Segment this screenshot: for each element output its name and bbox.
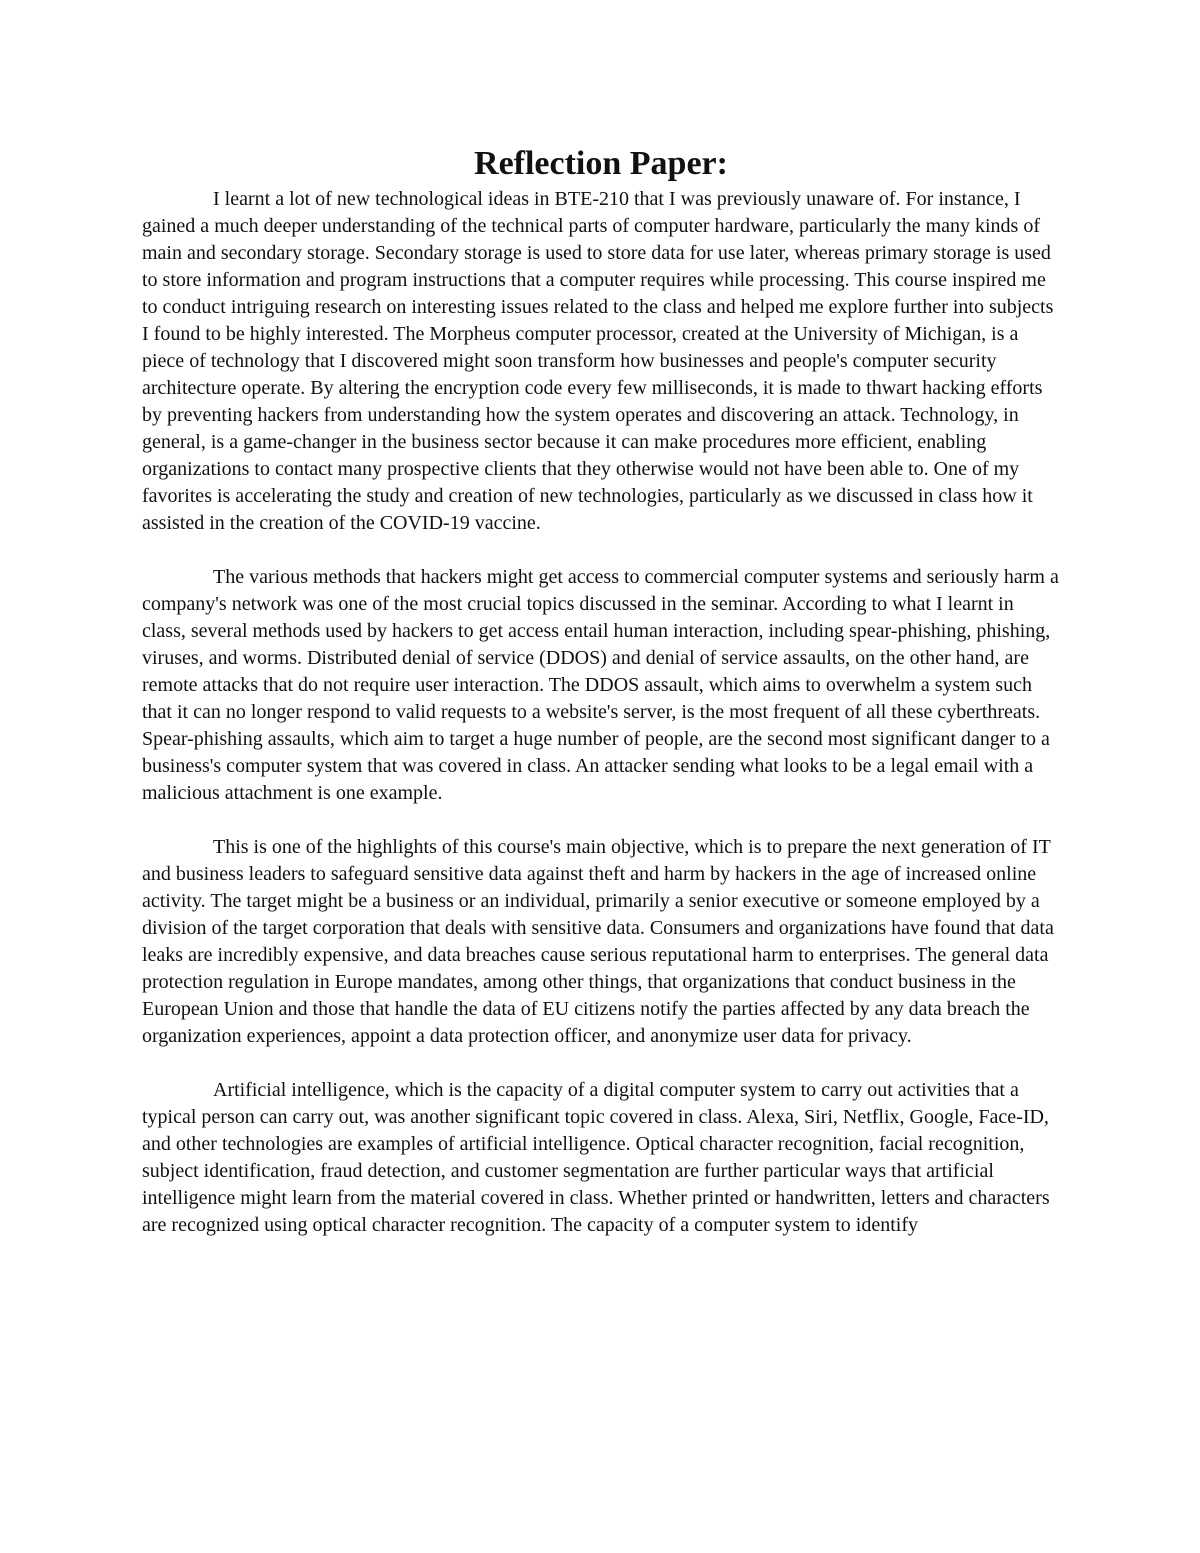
document-body bbox=[142, 142, 1060, 1239]
paragraph-1: I learnt a lot of new technological ideas in BTE-210 that I was previously unaware of. For instance, I gained a much deeper understanding of the technical parts of computer hardware, particularly the many kinds of main and secondary storage. Secondary storage is used to store data for use later, whereas primary storage is used to store information and program instructions that a computer requires while processing. This course inspired me to conduct intriguing research on interesting issues related to the class and helped me explore further into subjects I found to be highly interested. The Morpheus computer processor, created at the University of Michigan, is a piece of technology that I discovered might soon transform how businesses and people's computer security architecture operate. By altering the encryption code every few milliseconds, it is made to thwart hacking efforts by preventing hackers from understanding how the system operates and discovering an attack. Technology, in general, is a game-changer in the business sector because it can make procedures more efficient, enabling organizations to contact many prospective clients that they otherwise would not have been able to. One of my favorites is accelerating the study and creation of new technologies, particularly as we discussed in class how it assisted in the creation of the COVID-19 vaccine. bbox=[142, 188, 1054, 534]
page-title: Reflection Paper: bbox=[474, 145, 728, 182]
paragraph-2: The various methods that hackers might get access to commercial computer systems and seriously harm a company's network was one of the most crucial topics discussed in the seminar. According to what I learnt in class, several methods used by hackers to get access entail human interaction, including spear-phishing, phishing, viruses, and worms. Distributed denial of service (DDOS) and denial of service assaults, on the other hand, are remote attacks that do not require user interaction. The DDOS assault, which aims to overwhelm a system such that it can no longer respond to valid requests to a website's server, is the most frequent of all these cyberthreats. Spear-phishing assaults, which aim to target a huge number of people, are the second most significant danger to a business's computer system that was covered in class. An attacker sending what looks to be a legal email with a malicious attachment is one example. bbox=[142, 566, 1059, 804]
paragraph-3: This is one of the highlights of this course's main objective, which is to prepare the next generation of IT and business leaders to safeguard sensitive data against theft and harm by hackers in the age of increased online activity. The target might be a business or an individual, primarily a senior executive or someone employed by a division of the target corporation that deals with sensitive data. Consumers and organizations have found that data leaks are incredibly expensive, and data breaches cause serious reputational harm to enterprises. The general data protection regulation in Europe mandates, among other things, that organizations that conduct business in the European Union and those that handle the data of EU citizens notify the parties affected by any data breach the organization experiences, appoint a data protection officer, and anonymize user data for privacy. bbox=[142, 836, 1054, 1047]
paragraph-4: Artificial intelligence, which is the capacity of a digital computer system to carry out activities that a typical person can carry out, was another significant topic covered in class. Alexa, Siri, Netflix, Google, Face-ID, and other technologies are examples of artificial intelligence. Optical character recognition, facial recognition, subject identification, fraud detection, and customer segmentation are further particular ways that artificial intelligence might learn from the material covered in class. Whether printed or handwritten, letters and characters are recognized using optical character recognition. The capacity of a computer system to identify bbox=[142, 1079, 1050, 1236]
